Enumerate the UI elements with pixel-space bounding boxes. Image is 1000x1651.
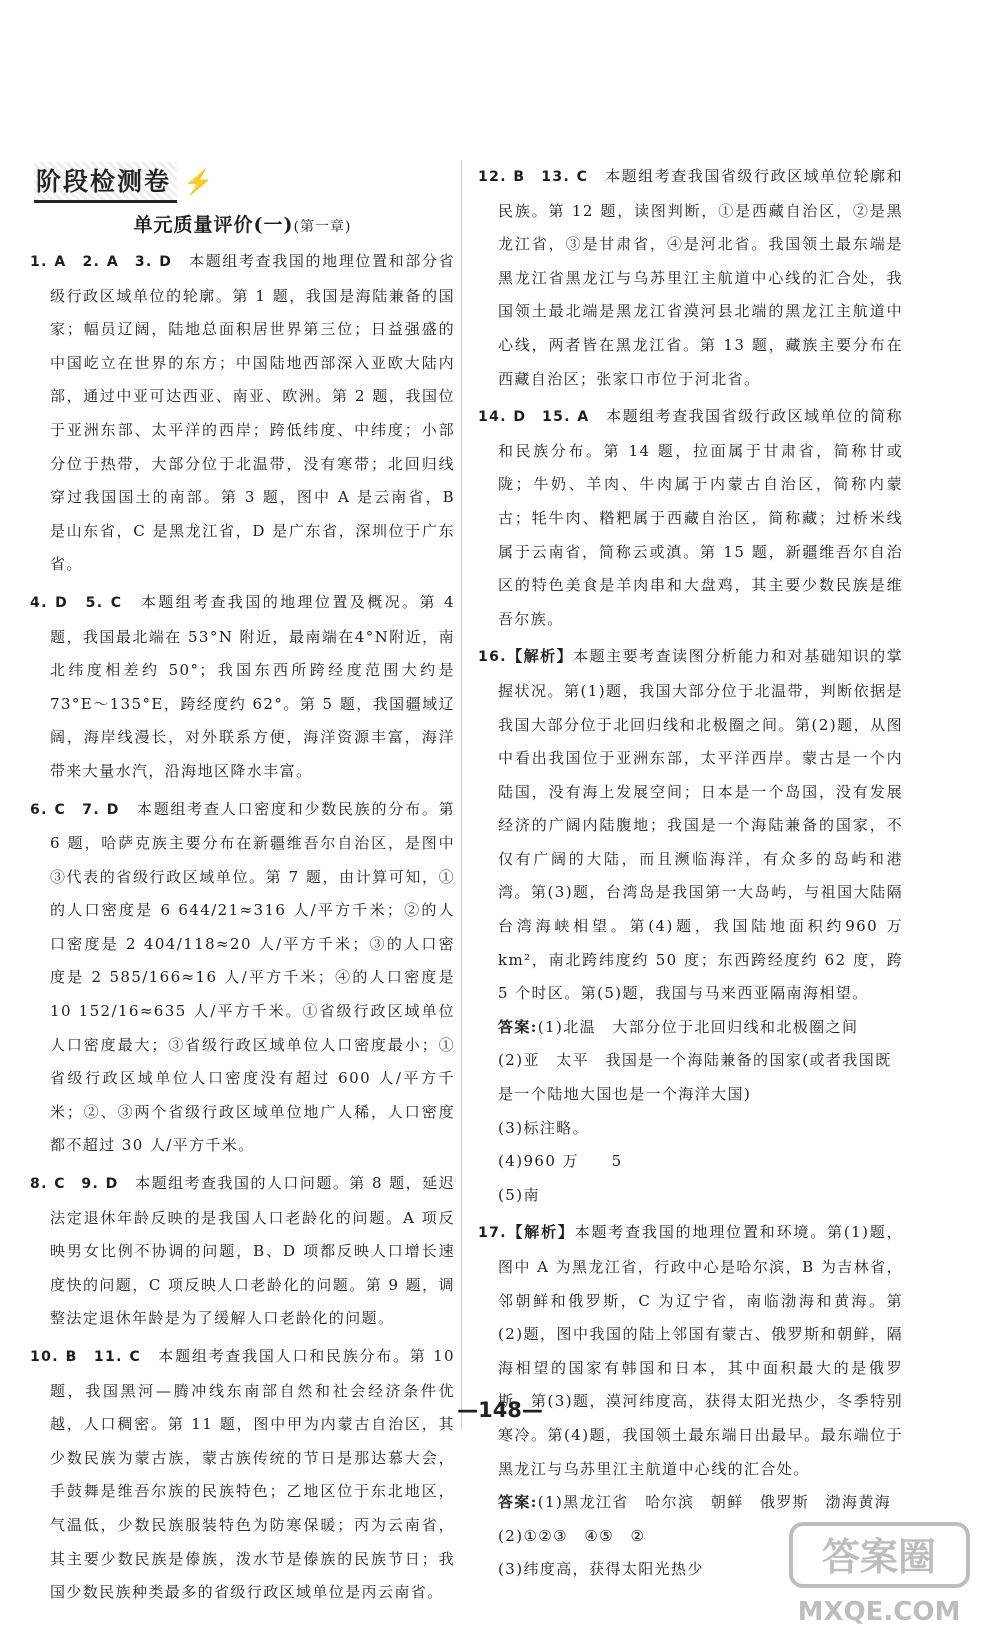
answer-item bbox=[30, 586, 455, 789]
answer-item bbox=[30, 793, 455, 1164]
answer-line: (2)①②③ ④⑤ ② bbox=[498, 1526, 646, 1545]
left-column bbox=[30, 160, 455, 1614]
unit-title: 单元质量评价(一) bbox=[133, 214, 294, 236]
right-column bbox=[478, 160, 903, 1591]
question-numbers: 4. D 5. C bbox=[30, 594, 123, 611]
answer-item bbox=[30, 1340, 455, 1610]
unit-heading bbox=[30, 210, 455, 237]
answer-item bbox=[478, 640, 903, 1212]
answer-item bbox=[30, 245, 455, 582]
answer-line bbox=[478, 1011, 903, 1045]
explanation-text: 本题考查我国的地理位置和环境。第(1)题，图中 A 为黑龙江省，行政中心是哈尔滨，B 为吉林省，邻朝鲜和俄罗斯，C 为辽宁省，南临渤海和黄海。第(2)题，图中我国的陆上邻国有蒙古、俄罗斯和朝鲜，隔海相望的国家有韩国和日本，其中面积最大的是俄罗斯。第(3)题，漠河纬度高，获得太阳光热少，冬季特别寒冷。第(4)题，我国领土最东端日出最早。最东端位于黑龙江与乌苏里江主航道中心线的汇合处。 bbox=[498, 1223, 903, 1478]
watermark-bottom-text: MXQE.COM bbox=[797, 1597, 961, 1627]
answer-text: (1)黑龙江省 哈尔滨 朝鲜 俄罗斯 渤海黄海 bbox=[537, 1493, 892, 1512]
question-numbers: 10. B 11. C bbox=[30, 1349, 142, 1365]
question-numbers: 17. bbox=[478, 1225, 508, 1242]
answer-item bbox=[478, 400, 903, 636]
answer-item bbox=[478, 160, 903, 396]
question-numbers: 12. B 13. C bbox=[478, 169, 589, 185]
question-numbers: 14. D 15. A bbox=[478, 409, 590, 426]
unit-subtitle: (第一章) bbox=[293, 219, 352, 235]
page-number: —148— bbox=[457, 1398, 543, 1422]
answer-text: (1)北温 大部分位于北回归线和北极圈之间 bbox=[537, 1017, 859, 1036]
watermark-top-text: 答案圈 bbox=[821, 1535, 937, 1579]
explanation-text: 本题组考查我国的人口问题。第 8 题，延迟法定退休年龄反映的是我国人口老龄化的问题。A 项反映男女比例不协调的问题，B、D 项都反映人口增长速度快的问题，C 项反映人口老龄化的问题。第 9 题，调整法定退休年龄是为了缓解人口老龄化的问题。 bbox=[50, 1174, 455, 1328]
explanation-text: 本题主要考查读图分析能力和对基础知识的掌握状况。第(1)题，我国大部分位于北温带，判断依据是我国大部分位于北回归线和北极圈之间。第(2)题，从图中看出我国位于亚洲东部，太平洋西岸。蒙古是一个内陆国，没有海上发展空间；日本是一个岛国，没有发展经济的广阔内陆腹地；我国是一个海陆兼备的国家，不仅有广阔的大陆，而且濒临海洋，有众多的岛屿和港湾。第(3)题，台湾岛是我国第一大岛屿，与祖国大陆隔台湾海峡相望。第(4)题，我国陆地面积约960 万 km²，南北跨纬度约 50 度；东西跨经度约 62 度，跨 5 个时区。第(5)题，我国与马来西亚隔南海相望。 bbox=[498, 647, 903, 1003]
answer-label: 答案: bbox=[498, 1017, 538, 1036]
answer-line: (3)纬度高，获得太阳光热少 bbox=[498, 1560, 704, 1579]
answer-line: (5)南 bbox=[498, 1185, 540, 1204]
analysis-tag: 【解析】 bbox=[507, 1223, 575, 1242]
section-banner bbox=[34, 160, 455, 204]
answer-line: (2)亚 太平 我国是一个海陆兼备的国家(或者我国既是一个陆地大国也是一个海洋大国) bbox=[498, 1051, 892, 1104]
answer-line: (3)标注略。 bbox=[498, 1118, 590, 1137]
question-numbers: 8. C 9. D bbox=[30, 1176, 119, 1193]
answer-item bbox=[30, 1167, 455, 1336]
analysis-tag: 【解析】 bbox=[507, 647, 574, 666]
answer-line: (4)960 万 5 bbox=[498, 1152, 623, 1171]
section-banner-title: 阶段检测卷 bbox=[34, 162, 177, 203]
question-numbers: 1. A 2. A 3. D bbox=[30, 254, 173, 270]
question-numbers: 6. C 7. D bbox=[30, 801, 120, 818]
column-divider bbox=[461, 160, 462, 1430]
explanation-text: 本题组考查我国的地理位置和部分省级行政区域单位的轮廓。第 1 题，我国是海陆兼备的国家；幅员辽阔，陆地总面积居世界第三位；日益强盛的中国屹立在世界的东方；中国陆地西部深入亚欧大陆内部，通过中亚可达西亚、南亚、欧洲。第 2 题，我国位于亚洲东部、太平洋的西岸；跨低纬度、中纬度；小部分位于热带，大部分位于北温带，没有寒带；北回归线穿过我国国土的南部。第 3 题，图中 A 是云南省，B 是山东省，C 是黑龙江省，D 是广东省，深圳位于广东省。 bbox=[50, 252, 455, 574]
explanation-text: 本题组考查我国的地理位置及概况。第 4 题，我国最北端在 53°N 附近，最南端在4°N附近，南北纬度相差约 50°；我国东西所跨经度范围大约是 73°E～135°E，跨经度约 62°。第 5 题，我国疆域辽阔，海岸线漫长，对外联系方便，海洋资源丰富，海洋带来大量水汽，沿海地区降水丰富。 bbox=[50, 592, 455, 780]
question-numbers: 16. bbox=[478, 649, 508, 666]
explanation-text: 本题组考查我国省级行政区域单位的简称和民族分布。第 14 题，拉面属于甘肃省，简称甘或陇；牛奶、羊肉、牛肉属于内蒙古自治区，简称内蒙古；牦牛肉、糌粑属于西藏自治区，简称藏；过桥米线属于云南省，简称云或滇。第 15 题，新疆维吾尔自治区的特色美食是羊肉串和大盘鸡，其主要少数民族是维吾尔族。 bbox=[498, 407, 903, 628]
watermark-logo bbox=[787, 1520, 972, 1630]
explanation-text: 本题组考查我国省级行政区域单位轮廓和民族。第 12 题，读图判断，①是西藏自治区，②是黑龙江省，③是甘肃省，④是河北省。我国领土最东端是黑龙江省黑龙江与乌苏里江主航道中心线的汇合处，我国领土最北端是黑龙江省漠河县北端的黑龙江主航道中心线，两者皆在黑龙江省。第 13 题，藏族主要分布在西藏自治区；张家口市位于河北省。 bbox=[498, 167, 903, 388]
explanation-text: 本题组考查人口密度和少数民族的分布。第 6 题，哈萨克族主要分布在新疆维吾尔自治区，是图中③代表的省级行政区域单位。第 7 题，由计算可知，①的人口密度是 6 644/21≈316 人/平方千米；②的人口密度是 2 404/118≈20 人/平方千米；③的人口密度是 2 585/166≈16 人/平方千米；④的人口密度是10 152/16≈635 人/平方千米。①省级行政区域单位人口密度最大；③省级行政区域单位人口密度最小；①省级行政区域单位人口密度没有超过 600 人/平方千米；②、③两个省级行政区域单位地广人稀，人口密度都不超过 30 人/平方千米。 bbox=[50, 799, 455, 1155]
explanation-text: 本题组考查我国人口和民族分布。第 10 题，我国黑河—腾冲线东南部自然和社会经济条件优越，人口稠密。第 11 题，图中甲为内蒙古自治区，其少数民族为蒙古族，蒙古族传统的节日是那达慕大会，手鼓舞是维吾尔族的民族特色；乙地区位于东北地区，气温低，少数民族服装特色为防寒保暖；丙为云南省，其主要少数民族是傣族，泼水节是傣族的民族节日；我国少数民族种类最多的省级行政区域单位是丙云南省。 bbox=[50, 1347, 455, 1602]
answer-label: 答案: bbox=[498, 1493, 538, 1512]
lightning-bolt-icon: ⚡ bbox=[183, 168, 213, 196]
answer-line bbox=[478, 1486, 903, 1520]
